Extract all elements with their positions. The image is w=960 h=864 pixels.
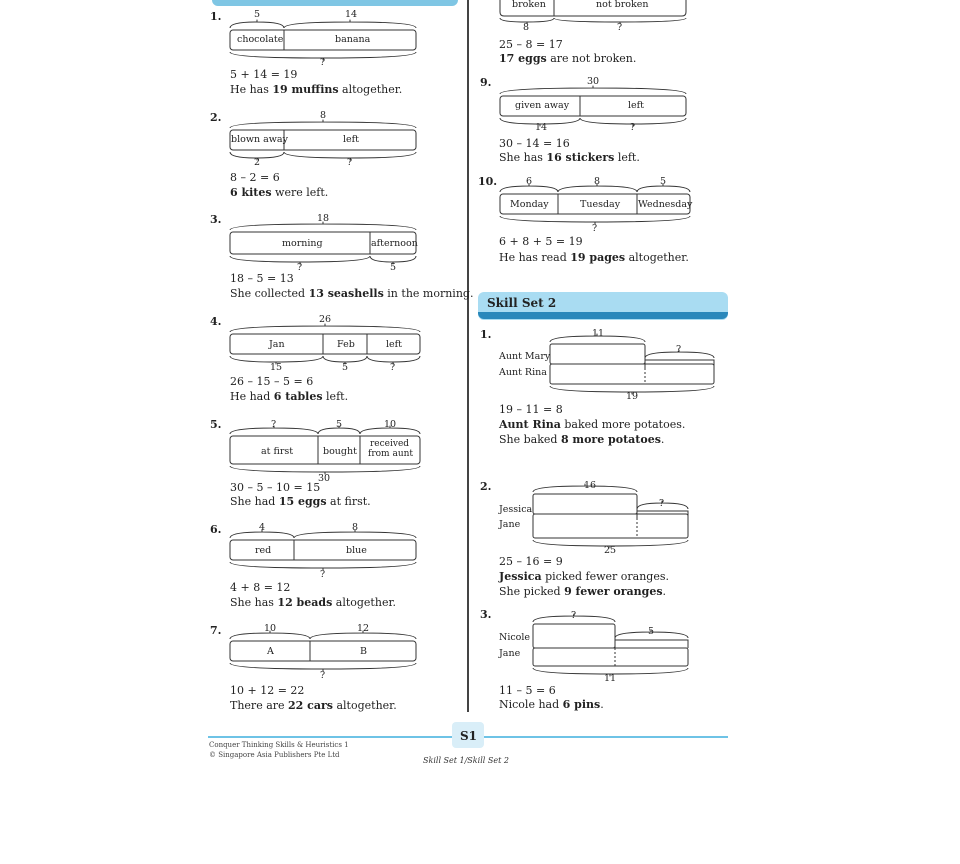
s2q1-answer-2: She baked 8 more potatoes. <box>499 433 665 446</box>
s2q1-top: 11 <box>592 328 605 339</box>
s2q1-equation: 19 – 11 = 8 <box>499 403 563 416</box>
q5-seg-c-line2: from aunt <box>368 449 414 459</box>
q1-equation: 5 + 14 = 19 <box>230 68 298 81</box>
s2q1-bottom: 19 <box>626 391 639 402</box>
q4-bottom-b: 5 <box>342 362 349 373</box>
footer-caption: Skill Set 1/Skill Set 2 <box>423 756 509 765</box>
q10-number: 10. <box>478 175 498 188</box>
q8-answer: 17 eggs are not broken. <box>499 52 637 65</box>
q4-number: 4. <box>210 315 222 328</box>
q2-equation: 8 – 2 = 6 <box>230 171 280 184</box>
s2q3-equation: 11 – 5 = 6 <box>499 684 556 697</box>
q5-seg-b: bought <box>323 446 357 457</box>
s2q3-side: 5 <box>648 626 655 637</box>
s2q1-name-b: Aunt Rina <box>499 367 547 378</box>
q2-bottom-b: ? <box>347 157 353 168</box>
page-number: S1 <box>460 729 478 743</box>
q2-top: 8 <box>320 110 327 121</box>
q5-seg-c-line1: received <box>370 439 410 449</box>
q1-number: 1. <box>210 10 222 23</box>
q1-top-b: 14 <box>345 9 358 20</box>
q2-number: 2. <box>210 111 222 124</box>
q5-bottom: 30 <box>318 473 331 484</box>
q10-answer: He has read 19 pages altogether. <box>499 251 689 264</box>
footer-publisher: © Singapore Asia Publishers Pte Ltd <box>209 751 340 759</box>
q8-seg-b: not broken <box>596 0 649 10</box>
s2q2-bar-model <box>533 484 688 548</box>
q9-answer: She has 16 stickers left. <box>499 151 640 164</box>
q8-bottom-a: 8 <box>523 22 530 33</box>
q3-equation: 18 – 5 = 13 <box>230 272 294 285</box>
q9-top: 30 <box>587 76 600 87</box>
q1-answer: He has 19 muffins altogether. <box>230 83 403 96</box>
q9-bottom-a: 14 <box>535 122 548 133</box>
q3-bottom-b: 5 <box>390 262 397 273</box>
s2q2-side: ? <box>659 498 665 509</box>
q4-top: 26 <box>319 314 332 325</box>
q1-seg-b: banana <box>335 34 371 45</box>
s2q1-name-a: Aunt Mary <box>499 351 551 362</box>
q4-seg-b: Feb <box>337 339 355 350</box>
s2q3-bottom: 11 <box>604 673 617 684</box>
q4-bottom-a: 15 <box>270 362 283 373</box>
q7-answer: There are 22 cars altogether. <box>230 699 397 712</box>
q7-bottom: ? <box>320 670 326 681</box>
q9-seg-b: left <box>628 100 644 111</box>
s2q3-bar-model <box>533 614 688 676</box>
q6-seg-b: blue <box>346 545 367 556</box>
q6-top-a: 4 <box>259 522 266 533</box>
q8-seg-a: broken <box>512 0 546 10</box>
s2q3-name-a: Nicole <box>499 632 531 643</box>
q10-top-b: 8 <box>594 176 601 187</box>
q7-top-b: 12 <box>357 623 370 634</box>
s2q3-answer: Nicole had 6 pins. <box>499 698 604 711</box>
q4-answer: He had 6 tables left. <box>230 390 349 403</box>
q5-answer: She had 15 eggs at first. <box>230 495 371 508</box>
s2q3-number: 3. <box>480 608 492 621</box>
q7-seg-a: A <box>267 646 274 657</box>
s2q1-side: ? <box>676 344 682 355</box>
q5-top-a: ? <box>271 419 277 430</box>
q2-seg-b: left <box>343 134 359 145</box>
q2-answer: 6 kites were left. <box>230 186 329 199</box>
s2q2-answer-1: Jessica picked fewer oranges. <box>499 570 670 583</box>
q6-number: 6. <box>210 523 222 536</box>
s2q3-top: ? <box>571 610 577 621</box>
q7-number: 7. <box>210 624 222 637</box>
q6-top-b: 8 <box>352 522 359 533</box>
q2-bottom-a: 2 <box>254 157 261 168</box>
q6-bottom: ? <box>320 569 326 580</box>
s2q2-name-a: Jessica <box>499 504 533 515</box>
q3-number: 3. <box>210 213 222 226</box>
s2q1-number: 1. <box>480 328 492 341</box>
q5-top-b: 5 <box>336 419 343 430</box>
q3-bottom-a: ? <box>297 262 303 273</box>
q7-equation: 10 + 12 = 22 <box>230 684 305 697</box>
s2q1-answer-1: Aunt Rina baked more potatoes. <box>499 418 686 431</box>
q1-bottom: ? <box>320 57 326 68</box>
q10-bottom: ? <box>592 223 598 234</box>
s2q2-equation: 25 – 16 = 9 <box>499 555 563 568</box>
q10-seg-a: Monday <box>510 199 549 210</box>
q10-seg-c: Wednesday <box>638 199 693 210</box>
q8-bottom-b: ? <box>617 22 623 33</box>
s2q2-number: 2. <box>480 480 492 493</box>
q4-seg-c: left <box>386 339 402 350</box>
q3-answer: She collected 13 seashells in the morning. <box>230 287 474 300</box>
q3-top: 18 <box>317 213 330 224</box>
q7-seg-b: B <box>360 646 367 657</box>
s2q2-name-b: Jane <box>499 519 521 530</box>
q10-top-a: 6 <box>526 176 533 187</box>
q3-seg-b: afternoon <box>371 238 418 249</box>
q5-seg-a: at first <box>261 446 294 457</box>
q7-top-a: 10 <box>264 623 277 634</box>
q6-answer: She has 12 beads altogether. <box>230 596 396 609</box>
footer-book-title: Conquer Thinking Skills & Heuristics 1 <box>209 741 349 749</box>
q10-top-c: 5 <box>660 176 667 187</box>
q4-bottom-c: ? <box>390 362 396 373</box>
q6-equation: 4 + 8 = 12 <box>230 581 291 594</box>
q9-equation: 30 – 14 = 16 <box>499 137 570 150</box>
q8-equation: 25 – 8 = 17 <box>499 38 563 51</box>
q10-seg-b: Tuesday <box>580 199 621 210</box>
q5-top-c: 10 <box>384 419 397 430</box>
s2q2-answer-2: She picked 9 fewer oranges. <box>499 585 667 598</box>
skill-set-2-title: Skill Set 2 <box>487 296 557 310</box>
q7-bar-model <box>230 631 416 671</box>
q5-number: 5. <box>210 418 222 431</box>
s2q2-bottom: 25 <box>604 545 617 556</box>
q1-seg-a: chocolate <box>237 34 284 45</box>
q6-seg-a: red <box>255 545 272 556</box>
q4-seg-a: Jan <box>269 339 285 350</box>
q9-bottom-b: ? <box>630 122 636 133</box>
q9-seg-a: given away <box>515 100 570 111</box>
q5-equation: 30 – 5 – 10 = 15 <box>230 481 321 494</box>
q4-equation: 26 – 15 – 5 = 6 <box>230 375 314 388</box>
q10-equation: 6 + 8 + 5 = 19 <box>499 235 583 248</box>
s2q1-bar-model <box>550 334 714 394</box>
q3-seg-a: morning <box>282 238 323 249</box>
s2q2-top: 16 <box>584 480 597 491</box>
q9-number: 9. <box>480 76 492 89</box>
q1-top-a: 5 <box>254 9 261 20</box>
q2-seg-a: blown away <box>231 134 288 145</box>
s2q3-name-b: Jane <box>499 648 521 659</box>
